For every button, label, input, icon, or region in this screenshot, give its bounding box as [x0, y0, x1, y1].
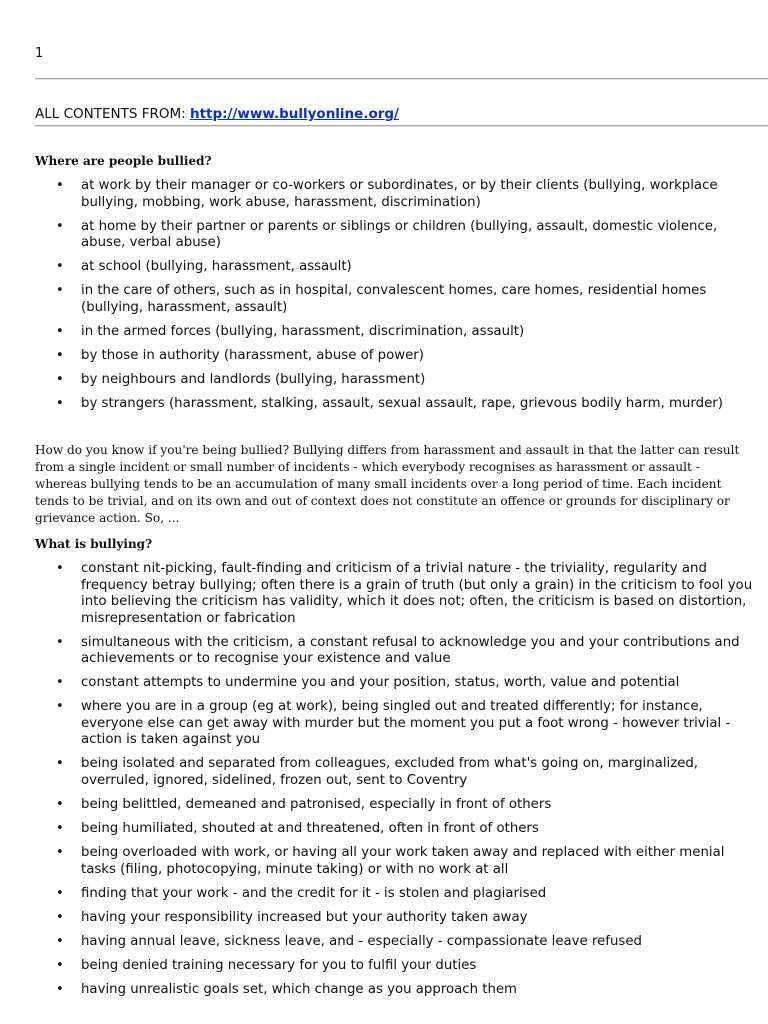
list-item-text: where you are in a group (eg at work), being singled out and treated differently; for instance, everyone else can get away with murder but the moment you put a foot wrong - however trivial - action is taken against you [81, 699, 731, 748]
bullet-icon: • [56, 885, 64, 901]
list-item [54, 756, 759, 789]
source-label: ALL CONTENTS FROM: [35, 106, 186, 122]
list-item-text: in the armed forces (bullying, harassment, discrimination, assault) [81, 323, 525, 339]
list-item [54, 934, 759, 951]
list-item [54, 886, 759, 903]
list-item [54, 982, 759, 999]
bullet-icon: • [56, 699, 64, 715]
bullet-icon: • [56, 347, 64, 363]
bullet-icon: • [56, 259, 64, 275]
bullet-icon: • [56, 634, 64, 650]
bullet-icon: • [56, 756, 64, 772]
list-item-text: by neighbours and landlords (bullying, harassment) [81, 372, 426, 388]
list-item-text: having annual leave, sickness leave, and - especially - compassionate leave refused [81, 933, 642, 949]
source-line [35, 106, 399, 122]
list-item-text: at home by their partner or parents or siblings or children (bullying, assault, domestic violence, abuse, verbal abuse) [81, 218, 718, 251]
list-item [54, 178, 759, 211]
list-item [54, 372, 759, 389]
list-item-text: being denied training necessary for you to fulfil your duties [81, 958, 477, 974]
list-item [54, 845, 759, 878]
header-divider [35, 125, 768, 127]
bullet-icon: • [56, 561, 64, 576]
list-item-text: having unrealistic goals set, which change as you approach them [81, 982, 518, 998]
list-item-text: being overloaded with work, or having all your work taken away and replaced with either menial tasks (filing, photocopying, minute taking) or with no work at all [81, 845, 725, 877]
bullet-icon: • [56, 845, 64, 861]
list-item-text: at work by their manager or co-workers or subordinates, or by their clients (bullying, workplace bullying, mobbing, work abuse, harassment, discrimination) [81, 178, 718, 210]
list-item [54, 821, 759, 838]
where-heading: Where are people bullied? [35, 154, 212, 168]
list-item [54, 675, 759, 692]
list-item-text: finding that your work - and the credit for it - is stolen and plagiarised [81, 885, 547, 901]
list-item [54, 958, 759, 975]
where-list [54, 178, 759, 420]
list-item [54, 283, 759, 316]
bullet-icon: • [56, 218, 64, 234]
list-item-text: constant attempts to undermine you and your position, status, worth, value and potential [81, 675, 680, 691]
list-item-text: being humiliated, shouted at and threatened, often in front of others [81, 821, 539, 837]
what-heading: What is bullying? [35, 537, 153, 551]
bullet-icon: • [56, 283, 64, 299]
list-item-text: by those in authority (harassment, abuse of power) [81, 347, 424, 363]
bullet-icon: • [56, 675, 64, 691]
list-item-text: being belittled, demeaned and patronised, especially in front of others [81, 796, 552, 812]
source-link[interactable]: http://www.bullyonline.org/ [189, 106, 399, 122]
bullet-icon: • [56, 958, 64, 974]
bullet-icon: • [56, 396, 64, 412]
list-item [54, 699, 759, 749]
bullet-icon: • [56, 796, 64, 812]
list-item-text: having your responsibility increased but your authority taken away [81, 909, 528, 925]
list-item [54, 259, 759, 276]
what-list [54, 561, 759, 1006]
list-item-text: at school (bullying, harassment, assault) [81, 259, 352, 275]
bullet-icon: • [56, 372, 64, 388]
list-item-text: in the care of others, such as in hospital, convalescent homes, care homes, residential homes (bullying, harassment, assault) [81, 283, 707, 315]
bullet-icon: • [56, 909, 64, 925]
bullet-icon: • [56, 982, 64, 998]
list-item-text: by strangers (harassment, stalking, assault, sexual assault, rape, grievous bodily harm, murder) [81, 396, 723, 412]
list-item [54, 219, 759, 252]
list-item [54, 396, 759, 413]
list-item [54, 561, 759, 627]
list-item-text: being isolated and separated from colleagues, excluded from what's going on, marginalized, overruled, ignored, sidelined, frozen out, sent to Coventry [81, 756, 699, 788]
bullet-icon: • [56, 323, 64, 339]
page-number: 1 [35, 46, 44, 61]
list-item [54, 797, 759, 814]
top-divider [35, 78, 768, 80]
bullet-icon: • [56, 933, 64, 949]
list-item [54, 348, 759, 365]
list-item [54, 910, 759, 927]
list-item-text: constant nit-picking, fault-finding and criticism of a trivial nature - the triviality, regularity and frequency betray bullying; often there is a grain of truth (but only a grain) in the criticism to fool you into believing the criticism has validity, which it does not; often, the criticism is based on distortion, misrepresentation or fabrication [81, 561, 753, 626]
list-item [54, 324, 759, 341]
list-item [54, 635, 759, 668]
bullet-icon: • [56, 821, 64, 837]
list-item-text: simultaneous with the criticism, a constant refusal to acknowledge you and your contributions and achievements or to recognise your existence and value [81, 634, 740, 667]
bullet-icon: • [56, 178, 64, 193]
intro-paragraph: How do you know if you're being bullied? Bullying differs from harassment and assault in that the latter can result from a single incident or small number of incidents - which everybody recognises as harassment or assault - whereas bullying tends to be an accumulation of many small incidents over a long period of time. Each incident tends to be trivial, and on its own and out of context does not constitute an offence or grounds for disciplinary or grievance action. So, ... [35, 443, 740, 525]
